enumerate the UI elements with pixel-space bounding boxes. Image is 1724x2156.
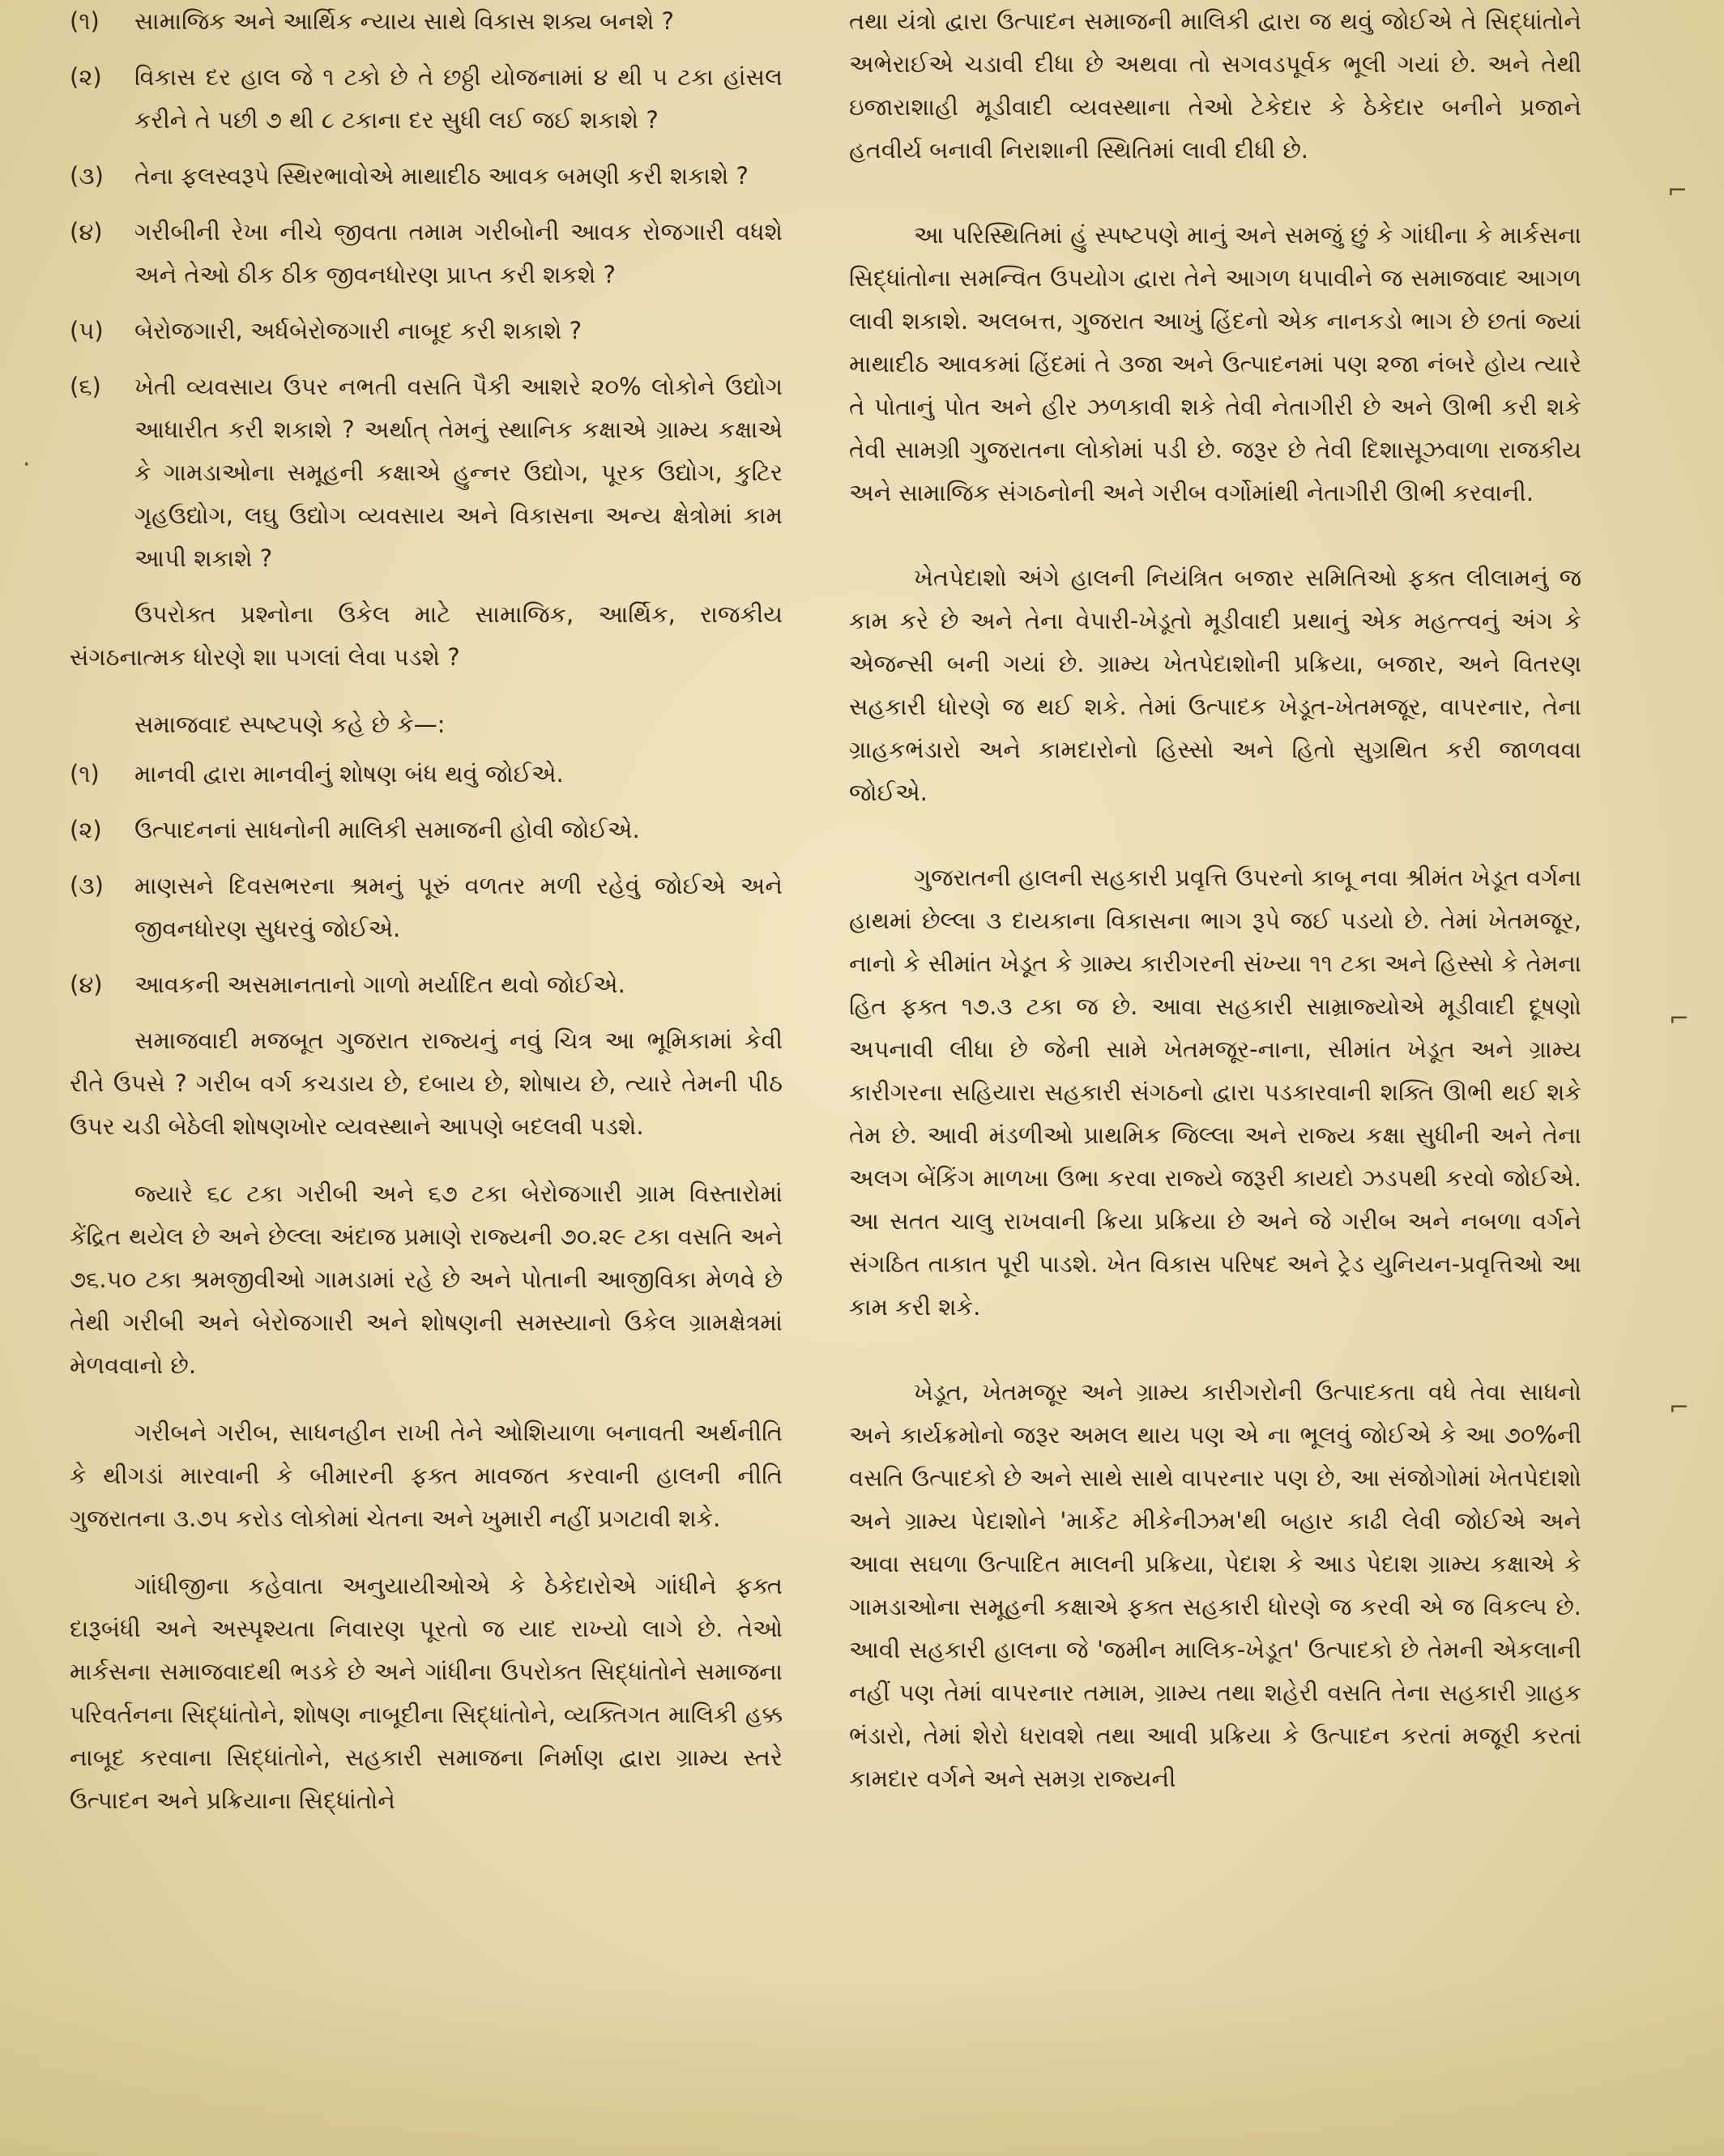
- question-item: [70, 155, 783, 198]
- question-item: [70, 211, 783, 297]
- margin-mark-icon: ·: [23, 450, 31, 479]
- item-number: (૨): [70, 63, 102, 91]
- item-text: વિકાસ દર હાલ જે ૧ ટકો છે તે છઠ્ઠી યોજનામાં ૪ થી ૫ ટકા હાંસલ કરીને તે પછી ૭ થી ૮ ટકાના દર સુધી લઈ જઈ શકાશે ?: [134, 63, 783, 134]
- paragraph: ખેતપેદાશો અંગે હાલની નિયંત્રિત બજાર સમિતિઓ ફક્ત લીલામનું જ કામ કરે છે અને તેના વેપારી-ખેડૂતો મૂડીવાદી પ્રથાનું એક મહત્ત્વનું અંગ કે એજન્સી બની ગયાં છે. ગ્રામ્ય ખેતપેદાશોની પ્રક્રિયા, બજાર, અને વિતરણ સહકારી ધોરણે જ થઈ શકે. તેમાં ઉત્પાદક ખેડૂત-ખેતમજૂર, વાપરનાર, તેના ગ્રાહકભંડારો અને કામદારોનો હિસ્સો અને હિતો સુગ્રથિત કરી જાળવવા જોઈએ.: [849, 564, 1581, 806]
- left-column: [70, 0, 783, 1993]
- page-bottom-margin: [0, 1977, 1724, 2156]
- paragraph: ગાંધીજીના કહેવાતા અનુયાયીઓએ કે ઠેકેદારોએ ગાંધીને ફક્ત દારૂબંધી અને અસ્પૃશ્યતા નિવારણ પૂરતો જ યાદ રાખ્યો લાગે છે. તેઓ માર્કસના સમાજવાદથી ભડકે છે અને ગાંધીના ઉપરોક્ત સિદ્ધાંતોને સમાજના પરિવર્તનના સિદ્ધાંતોને, શોષણ નાબૂદીના સિદ્ધાંતોને, વ્યક્તિગત માલિકી હક્ક નાબૂદ કરવાના સિદ્ધાંતોને, સહકારી સમાજના નિર્માણ દ્વારા ગ્રામ્ય સ્તરે ઉત્પાદન અને પ્રક્રિયાના સિદ્ધાંતોને: [70, 1572, 783, 1814]
- paragraph: ખેડૂત, ખેતમજૂર અને ગ્રામ્ય કારીગરોની ઉત્પાદકતા વધે તેવા સાધનો અને કાર્યક્રમોનો જરૂર અમલ થાય પણ એ ના ભૂલવું જોઈએ કે આ ૭૦%ની વસતિ ઉત્પાદકો છે અને સાથે સાથે વાપરનાર પણ છે, આ સંજોગોમાં ખેતપેદાશો અને ગ્રામ્ય પેદાશોને 'માર્કેટ મીકેનીઝમ'થી બહાર કાઢી લેવી જોઈએ અને આવા સઘળા ઉત્પાદિત માલની પ્રક્રિયા, પેદાશ કે આડ પેદાશ ગ્રામ્ય કક્ષાએ કે ગામડાઓના સમૂહની કક્ષાએ ફક્ત સહકારી ધોરણે જ કરવી એ જ વિકલ્પ છે. આવી સહકારી હાલના જે 'જમીન માલિક-ખેડૂત' ઉત્પાદકો છે તેમની એકલાની નહીં પણ તેમાં વાપરનાર તમામ, ગ્રામ્ય તથા શહેરી વસતિ તેના સહકારી ગ્રાહક ભંડારો, તેમાં શેરો ધરાવશે તથા આવી પ્રક્રિયા કે ઉત્પાદન કરતાં મજૂરી કરતાં કામદાર વર્ગને અને સમગ્ર રાજ્યની: [849, 1378, 1581, 1792]
- item-text: સામાજિક અને આર્થિક ન્યાય સાથે વિકાસ શક્ય બનશે ?: [134, 7, 674, 35]
- principle-item: [70, 963, 783, 1006]
- item-text: માણસને દિવસભરના શ્રમનું પૂરું વળતર મળી રહેવું જોઈએ અને જીવનધોરણ સુધરવું જોઈએ.: [134, 872, 783, 942]
- item-number: (૧): [70, 7, 100, 35]
- margin-mark-icon: ⌐: [1669, 1005, 1690, 1033]
- item-number: (૨): [70, 816, 102, 843]
- item-number: (૪): [70, 218, 103, 245]
- paragraph: ગરીબને ગરીબ, સાધનહીન રાખી તેને ઓશિયાળા બનાવતી અર્થનીતિ કે થીગડાં મારવાની કે બીમારની ફક્ત માવજત કરવાની હાલની નીતિ ગુજરાતના ૩.૭૫ કરોડ લોકોમાં ચેતના અને ખુમારી નહીં પ્રગટાવી શકે.: [70, 1419, 783, 1532]
- item-text: ખેતી વ્યવસાય ઉપર નભતી વસતિ પૈકી આશરે ૨૦% લોકોને ઉદ્યોગ આધારીત કરી શકાશે ? અર્થાત્ તેમનું સ્થાનિક કક્ષાએ ગ્રામ્ય કક્ષાએ કે ગામડાઓના સમૂહની કક્ષાએ હુન્નર ઉદ્યોગ, પૂરક ઉદ્યોગ, કુટિર ગૃહઉદ્યોગ, લઘુ ઉદ્યોગ વ્યવસાય અને વિકાસના અન્ય ક્ષેત્રોમાં કામ આપી શકાશે ?: [134, 373, 783, 572]
- item-text: આવકની અસમાનતાનો ગાળો મર્યાદિત થવો જોઈએ.: [134, 971, 625, 998]
- item-text: બેરોજગારી, અર્ધબેરોજગારી નાબૂદ કરી શકાશે ?: [134, 317, 582, 344]
- question-item: [70, 0, 783, 43]
- principle-item: [70, 753, 783, 796]
- item-number: (૫): [70, 317, 104, 344]
- paragraph: આ પરિસ્થિતિમાં હું સ્પષ્ટપણે માનું અને સમજું છું કે ગાંધીના કે માર્કસના સિદ્ધાંતોના સમન્વિત ઉપયોગ દ્વારા તેને આગળ ધપાવીને જ સમાજવાદ આગળ લાવી શકાશે. અલબત્ત, ગુજરાત આખું હિંદનો એક નાનકડો ભાગ છે છતાં જ્યાં માથાદીઠ આવકમાં હિંદમાં તે ૩જા અને ઉત્પાદનમાં પણ ૨જા નંબરે હોય ત્યારે તે પોતાનું પોત અને હીર ઝળકાવી શકે તેવી નેતાગીરી છે અને ઊભી કરી શકે તેવી સામગ્રી ગુજરાતના લોકોમાં પડી છે. જરૂર છે તેવી દિશાસૂઝવાળા રાજકીય અને સામાજિક સંગઠનોની અને ગરીબ વર્ગોમાંથી નેતાગીરી ઊભી કરવાની.: [849, 221, 1581, 506]
- paragraph: જ્યારે ૬૮ ટકા ગરીબી અને ૬૭ ટકા બેરોજગારી ગ્રામ વિસ્તારોમાં કેંદ્રિત થયેલ છે અને છેલ્લા અંદાજ પ્રમાણે રાજ્યની ૭૦.૨૯ ટકા વસતિ અને ૭૬.૫૦ ટકા શ્રમજીવીઓ ગામડામાં રહે છે અને પોતાની આજીવિકા મેળવે છે તેથી ગરીબી અને બેરોજગારી અને શોષણની સમસ્યાનો ઉકેલ ગ્રામક્ષેત્રમાં મેળવવાનો છે.: [70, 1180, 783, 1379]
- item-number: (૧): [70, 760, 100, 788]
- item-text: ગરીબીની રેખા નીચે જીવતા તમામ ગરીબોની આવક રોજગારી વધશે અને તેઓ ઠીક ઠીક જીવનધોરણ પ્રાપ્ત કરી શકશે ?: [134, 218, 783, 288]
- item-number: (૪): [70, 971, 103, 998]
- question-item: [70, 56, 783, 142]
- margin-mark-icon: ⌐: [1669, 1394, 1690, 1422]
- right-column: [849, 0, 1581, 1993]
- margin-mark-icon: ⌐: [1667, 177, 1688, 205]
- item-text: ઉત્પાદનનાં સાધનોની માલિકી સમાજની હોવી જોઈએ.: [134, 816, 640, 843]
- paragraph: સમાજવાદી મજબૂત ગુજરાત રાજ્યનું નવું ચિત્ર આ ભૂમિકામાં કેવી રીતે ઉપસે ? ગરીબ વર્ગ કચડાય છે, દબાય છે, શોષાય છે, ત્યારે તેમની પીઠ ઉપર ચડી બેઠેલી શોષણખોર વ્યવસ્થાને આપણે બદલવી પડશે.: [70, 1027, 783, 1140]
- paragraph: ગુજરાતની હાલની સહકારી પ્રવૃત્તિ ઉપરનો કાબૂ નવા શ્રીમંત ખેડૂત વર્ગના હાથમાં છેલ્લા ૩ દાયકાના વિકાસના ભાગ રૂપે જઈ પડયો છે. તેમાં ખેતમજૂર, નાનો કે સીમાંત ખેડૂત કે ગ્રામ્ય કારીગરની સંખ્યા ૧૧ ટકા અને હિસ્સો કે તેમના હિત ફક્ત ૧૭.૩ ટકા જ છે. આવા સહકારી સામ્રાજ્યોએ મૂડીવાદી દૂષણો અપનાવી લીધા છે જેની સામે ખેતમજૂર-નાના, સીમાંત ખેડૂત અને ગ્રામ્ય કારીગરના સહિયારા સહકારી સંગઠનો દ્વારા પડકારવાની શક્તિ ઊભી થઈ શકે તેમ છે. આવી મંડળીઓ પ્રાથમિક જિલ્લા અને રાજ્ય કક્ષા સુધીની અને તેના અલગ બેંકિંગ માળખા ઉભા કરવા રાજ્યે જરૂરી કાયદો ઝડપથી કરવો જોઈએ. આ સતત ચાલુ રાખવાની ક્રિયા પ્રક્રિયા છે અને જે ગરીબ અને નબળા વર્ગને સંગઠિત તાકાત પૂરી પાડશે. ખેત વિકાસ પરિષદ અને ટ્રેડ યુનિયન-પ્રવૃત્તિઓ આ કામ કરી શકે.: [849, 864, 1581, 1321]
- item-text: માનવી દ્વારા માનવીનું શોષણ બંધ થવું જોઈએ.: [134, 760, 564, 788]
- question-item: [70, 365, 783, 580]
- paragraph: ઉપરોક્ત પ્રશ્નોના ઉકેલ માટે સામાજિક, આર્થિક, રાજકીય સંગઠનાત્મક ધોરણે શા પગલાં લેવા પડશે ?: [70, 600, 783, 671]
- paragraph: તથા યંત્રો દ્વારા ઉત્પાદન સમાજની માલિકી દ્વારા જ થવું જોઈએ તે સિદ્ધાંતોને અભેરાઈએ ચડાવી દીધા છે અથવા તો સગવડપૂર્વક ભૂલી ગયાં છે. અને તેથી ઇજારાશાહી મૂડીવાદી વ્યવસ્થાના તેઓ ટેકેદાર કે ઠેકેદાર બનીને પ્રજાને હતવીર્ય બનાવી નિરાશાની સ્થિતિમાં લાવી દીધી છે.: [849, 7, 1581, 164]
- item-text: તેના ફલસ્વરૂપે સ્થિરભાવોએ માથાદીઠ આવક બમણી કરી શકાશે ?: [134, 162, 749, 190]
- question-item: [70, 310, 783, 352]
- item-number: (૩): [70, 872, 104, 899]
- principle-item: [70, 865, 783, 950]
- principle-item: [70, 809, 783, 852]
- paragraph: સમાજવાદ સ્પષ્ટપણે કહે છે કે—:: [134, 711, 446, 738]
- item-number: (૬): [70, 373, 101, 400]
- item-number: (૩): [70, 162, 104, 190]
